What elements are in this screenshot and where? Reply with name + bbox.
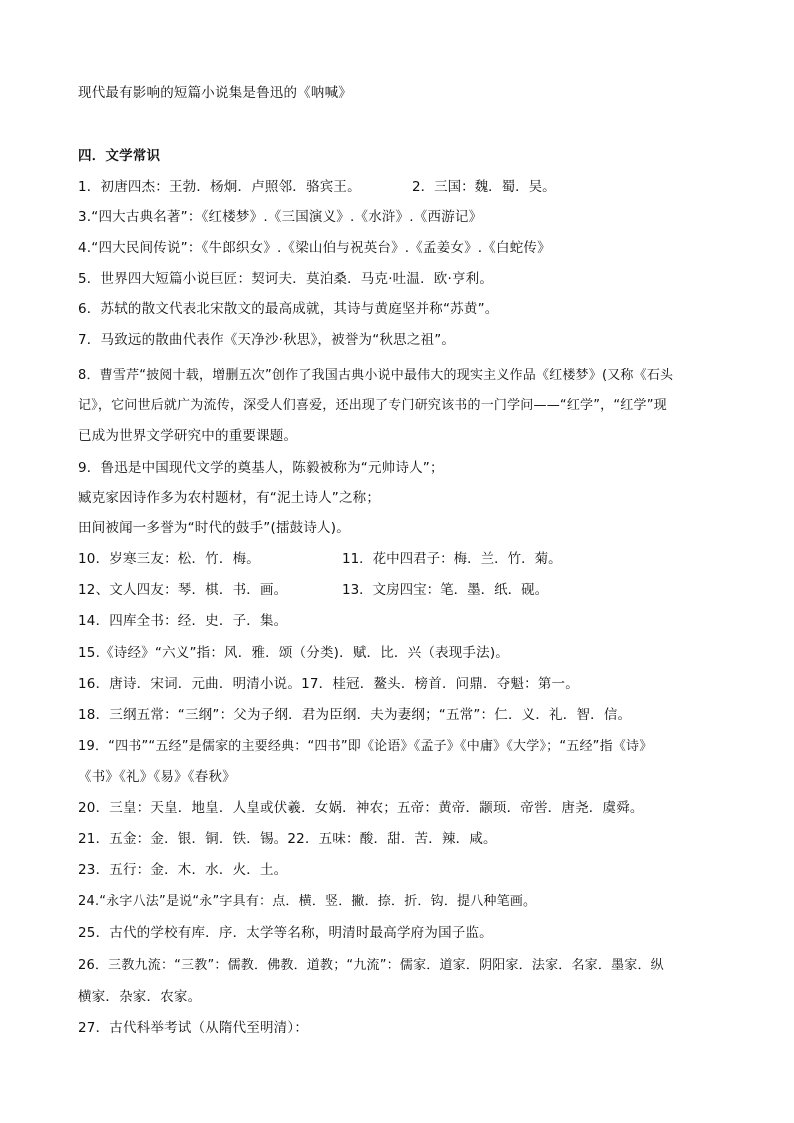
item-16-17: 16．唐诗．宋词．元曲．明清小说。17．桂冠．鳌头．榜首．问鼎．夺魁：第一。: [78, 676, 579, 692]
item-7: 7．马致远的散曲代表作《天净沙·秋思》，被誉为“秋思之祖”。: [78, 332, 456, 348]
item-13: 13．文房四宝：笔．墨．纸．砚。: [342, 582, 549, 598]
item-23: 23．五行：金．木．水．火．土。: [78, 862, 288, 878]
item-9-line-1: 9．鲁迅是中国现代文学的奠基人，陈毅被称为“元帅诗人”；: [78, 460, 444, 476]
item-25: 25．古代的学校有库．序．太学等名称，明清时最高学府为国子监。: [78, 925, 493, 941]
item-8-line-3: 已成为世界文学研究中的重要课题。: [78, 428, 298, 444]
item-3: 3.“四大古典名著”：《红楼梦》.《三国演义》.《水浒》.《西游记》: [78, 209, 483, 225]
item-2: 2．三国：魏．蜀．吴。: [412, 179, 556, 195]
item-12: 12、文人四友：琴．棋．书．画。: [78, 582, 288, 598]
section-title: 四．文学常识: [78, 148, 161, 164]
item-26-line-1: 26．三教九流：“三教”：儒教．佛教．道教；“九流”：儒家．道家．阴阳家．法家．名家．墨家．纵: [78, 958, 664, 973]
item-19-line-2: 《书》《礼》《易》《春秋》: [78, 769, 236, 785]
intro-text: 现代最有影响的短篇小说集是鲁迅的《呐喊》: [78, 85, 352, 101]
item-15: 15.《诗经》“六义”指：风．雅．颂（分类)．赋．比．兴（表现手法)。: [78, 645, 509, 661]
item-6: 6．苏轼的散文代表北宋散文的最高成就，其诗与黄庭坚并称“苏黄”。: [78, 301, 499, 317]
item-1: 1．初唐四杰：王勃．杨炯．卢照邻．骆宾王。: [78, 179, 361, 195]
item-10: 10．岁寒三友：松．竹．梅。: [78, 551, 260, 567]
item-14: 14．四库全书：经．史．子．集。: [78, 613, 288, 629]
item-27: 27．古代科举考试（从隋代至明清）：: [78, 1020, 309, 1036]
item-5: 5．世界四大短篇小说巨匠：契诃夫．莫泊桑．马克·吐温．欧·亨利。: [78, 271, 494, 287]
item-26-line-2: 横家．杂家．农家。: [78, 989, 202, 1005]
item-20: 20．三皇：天皇．地皇．人皇或伏羲．女娲．神农；五帝：黄帝．颛顼．帝喾．唐尧．虞舜。: [78, 800, 644, 816]
item-21-22: 21．五金：金．银．铜．铁．锡。22．五味：酸．甜．苦．辣．咸。: [78, 831, 497, 847]
item-9-line-3: 田间被闻一多誉为“时代的鼓手”(擂鼓诗人)。: [78, 520, 350, 536]
item-8-line-2: 记》，它问世后就广为流传，深受人们喜爱，还出现了专门研究该书的一门学问——“红学”，“红学”现: [78, 398, 667, 413]
item-18: 18．三纲五常：“三纲”：父为子纲．君为臣纲．夫为妻纲；“五常”：仁．义．礼．智．信。: [78, 707, 632, 723]
item-8-line-1: 8．曹雪芹“披阅十载，增删五次”创作了我国古典小说中最伟大的现实主义作品《红楼梦》(又称《石头: [78, 368, 674, 383]
item-9-line-2: 臧克家因诗作多为农村题材，有“泥土诗人”之称；: [78, 490, 381, 506]
item-11: 11．花中四君子：梅．兰．竹．菊。: [342, 551, 562, 567]
item-4: 4.“四大民间传说”：《牛郎织女》.《梁山伯与祝英台》.《孟姜女》.《白蛇传》: [78, 240, 551, 256]
item-24: 24.“永字八法”是说“永”字具有：点．横．竖．撇．捺．折．钩．提八种笔画。: [78, 894, 537, 909]
item-19-line-1: 19．“四书”“五经”是儒家的主要经典：“四书”即《论语》《孟子》《中庸》《大学》；“五经”指《诗》: [78, 739, 653, 754]
